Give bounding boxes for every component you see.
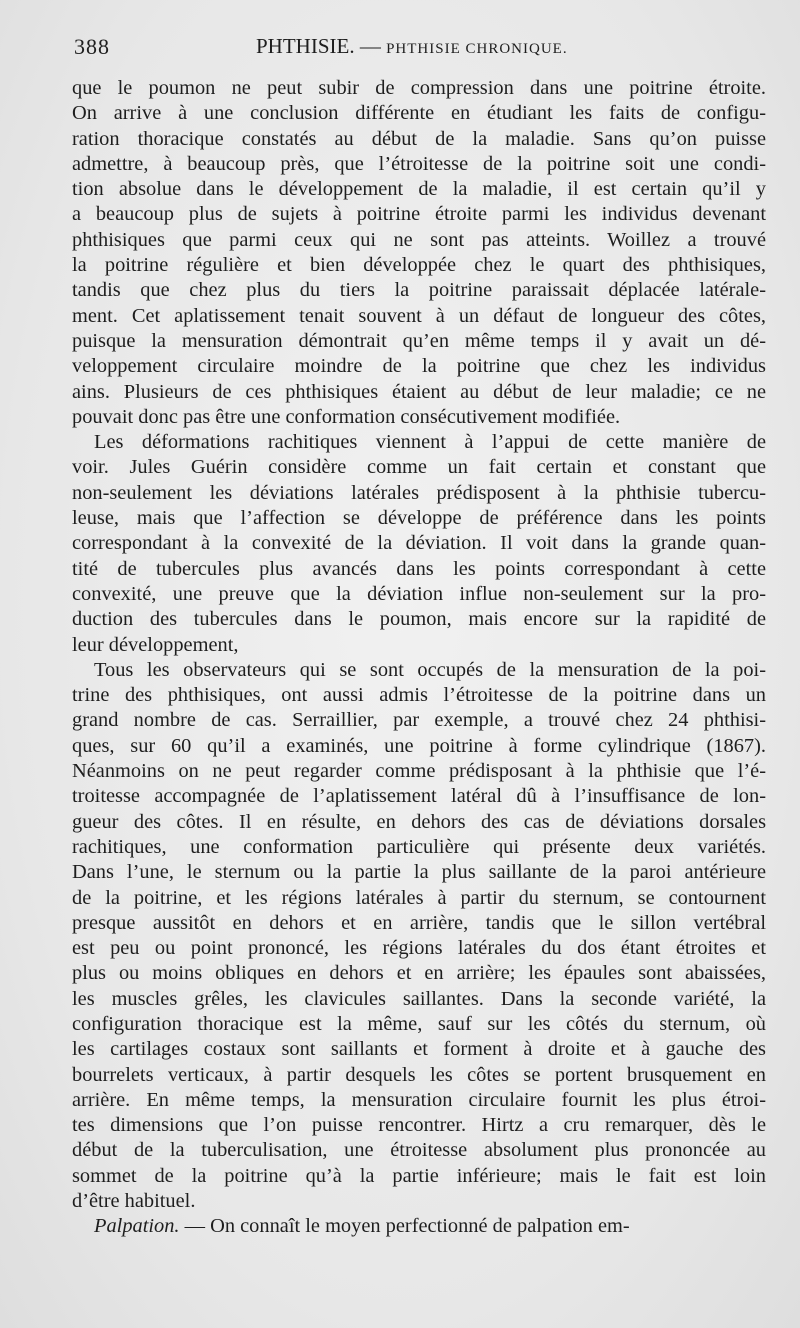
text-line: tion absolue dans le développement de la maladie, il est certain qu’il y (72, 178, 766, 201)
text-line: gueur des côtes. Il en résulte, en dehors des cas de déviations dorsales (72, 810, 766, 833)
text-line: ques, sur 60 qu’il a examinés, une poitrine à forme cylindrique (1867). (72, 734, 766, 757)
text-line: pouvait donc pas être une conformation consécutivement modifiée. (72, 405, 621, 428)
text-line: duction des tubercules dans le poumon, mais encore sur la rapidité de (72, 608, 766, 631)
text-line: a beaucoup plus de sujets à poitrine étroite parmi les individus devenant (72, 203, 766, 226)
paragraph (72, 76, 766, 430)
paragraph (72, 430, 766, 658)
text-line: phthisiques que parmi ceux qui ne sont pas atteints. Woillez a trouvé (72, 228, 766, 251)
paragraph (72, 658, 766, 1215)
text-line: les cartilages costaux sont saillants et forment à droite et à gauche des (72, 1038, 766, 1061)
text-line: Tous les observateurs qui se sont occupés de la mensuration de la poi- (94, 658, 766, 681)
text-line: est peu ou point prononcé, les régions latérales du dos étant étroites et (72, 937, 766, 960)
running-title: PHTHISIE. — (256, 34, 381, 58)
text-line: tes dimensions que l’on puisse rencontrer. Hirtz a cru remarquer, dès le (72, 1114, 766, 1137)
text-line: trine des phthisiques, ont aussi admis l’étroitesse de la poitrine dans un (72, 684, 766, 707)
text-line: arrière. En même temps, la mensuration circulaire fournit les plus étroi- (72, 1088, 766, 1111)
text-line: ration thoracique constatés au début de la maladie. Sans qu’on puisse (72, 127, 766, 150)
text-line: rachitiques, une conformation particulière qui présente deux variétés. (72, 835, 766, 858)
running-head (256, 34, 568, 59)
section-lead: Palpation. (94, 1215, 180, 1238)
text-line: début de la tuberculisation, une étroitesse absolument plus prononcée au (72, 1139, 766, 1162)
page-header (56, 30, 746, 66)
text-line: Les déformations rachitiques viennent à l’appui de cette manière de (94, 431, 766, 454)
text-line: ment. Cet aplatissement tenait souvent à un défaut de longueur des côtes, (72, 304, 766, 327)
text-line: troitesse accompagnée de l’aplatissement latéral dû à l’insuffisance de lon- (72, 785, 766, 808)
text-line: leuse, mais que l’affection se développe de préférence dans les points (72, 507, 766, 530)
body-text (72, 76, 766, 1240)
text-line: grand nombre de cas. Serraillier, par exemple, a trouvé chez 24 phthisi- (72, 709, 766, 732)
text-fragment: — On connaît le moyen perfectionné de palpation em- (179, 1215, 630, 1238)
page-number: 388 (74, 34, 110, 59)
text-line: puisque la mensuration démontrait qu’en même temps il y avait un dé- (72, 329, 766, 352)
text-line: voir. Jules Guérin considère comme un fait certain et constant que (72, 456, 766, 479)
text-line: plus ou moins obliques en dehors et en arrière; les épaules sont abaissées, (72, 962, 766, 985)
text-line: On arrive à une conclusion différente en étudiant les faits de configu- (72, 102, 766, 125)
text-line: configuration thoracique est la même, sauf sur les côtés du sternum, où (72, 1012, 766, 1035)
text-line: leur développement, (72, 633, 239, 656)
text-line: presque aussitôt en dehors et en arrière, tandis que le sillon vertébral (72, 911, 766, 934)
text-line: sommet de la poitrine qu’à la partie inférieure; mais le fait est loin (72, 1164, 766, 1187)
running-subtitle: PHTHISIE CHRONIQUE. (386, 41, 568, 57)
text-line: de la poitrine, et les régions latérales à partir du sternum, se contournent (72, 886, 766, 909)
text-line: admettre, à beaucoup près, que l’étroitesse de la poitrine soit une condi- (72, 152, 766, 175)
text-line: tité de tubercules plus avancés dans les points correspondant à cette (72, 557, 766, 580)
text-line: ains. Plusieurs de ces phthisiques étaient au début de leur maladie; ce ne (72, 380, 766, 403)
text-line: les muscles grêles, les clavicules saillantes. Dans la seconde variété, la (72, 987, 766, 1010)
paragraph (72, 1214, 766, 1239)
text-line: Dans l’une, le sternum ou la partie la plus saillante de la paroi antérieure (72, 861, 766, 884)
text-line: Néanmoins on ne peut regarder comme prédisposant à la phthisie que l’é- (72, 760, 766, 783)
text-line: non-seulement les déviations latérales prédisposent à la phthisie tubercu- (72, 481, 766, 504)
text-line: correspondant à la convexité de la déviation. Il voit dans la grande quan- (72, 532, 766, 555)
text-line (72, 1214, 766, 1239)
text-line: que le poumon ne peut subir de compression dans une poitrine étroite. (72, 77, 766, 99)
text-line: veloppement circulaire moindre de la poitrine que chez les individus (72, 355, 766, 378)
text-line: tandis que chez plus du tiers la poitrine paraissait déplacée latérale- (72, 279, 766, 302)
text-line: la poitrine régulière et bien développée chez le quart des phthisiques, (72, 254, 766, 277)
text-line: convexité, une preuve que la déviation influe non-seulement sur la pro- (72, 582, 766, 605)
text-line: bourrelets verticaux, à partir desquels les côtes se portent brusquement en (72, 1063, 766, 1086)
text-line: d’être habituel. (72, 1190, 196, 1213)
